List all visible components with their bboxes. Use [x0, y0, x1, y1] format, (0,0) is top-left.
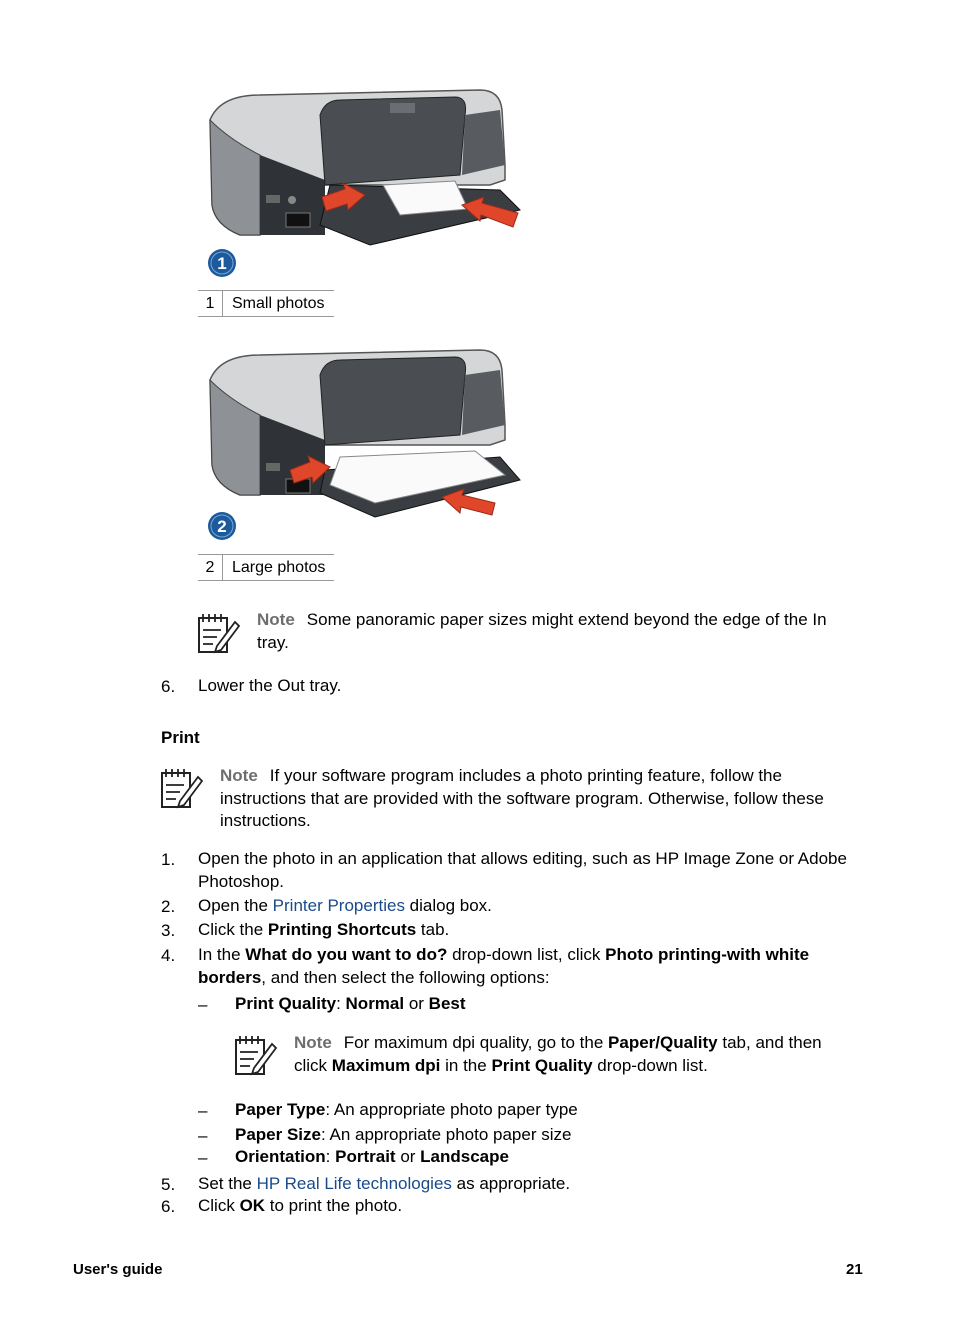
- numbered-circle-icon: [207, 248, 237, 278]
- text-run: Open the: [198, 896, 273, 915]
- bold-text: Paper Type: [235, 1100, 326, 1119]
- bold-text: Best: [428, 994, 466, 1013]
- text-run: tab, and then click: [294, 1033, 822, 1075]
- text-run: or: [395, 1147, 421, 1166]
- note-software-program: [220, 765, 845, 833]
- legend-label: Large photos: [232, 559, 326, 576]
- hp-real-life-link[interactable]: HP Real Life technologies: [256, 1174, 452, 1193]
- list-item-text: Lower the Out tray.: [198, 676, 342, 695]
- note-label: Note: [257, 610, 295, 629]
- text-run: :: [336, 994, 346, 1013]
- text-run: For maximum dpi quality, go to the: [343, 1033, 609, 1052]
- text-run: Click the: [198, 920, 268, 939]
- figure-legend-1: [198, 290, 334, 317]
- list-item-text: [198, 895, 492, 918]
- section-heading: Print: [161, 728, 200, 747]
- note-label: Note: [294, 1033, 332, 1052]
- bold-text: Maximum dpi: [331, 1055, 441, 1075]
- list-item-text: [198, 1195, 402, 1218]
- bold-text: Paper Size: [235, 1125, 321, 1144]
- callout-1-text: 1: [217, 254, 227, 273]
- list-number: 5.: [161, 1175, 176, 1194]
- text-run: , and then select the following options:: [261, 967, 550, 987]
- text-run: :: [325, 1147, 336, 1166]
- list-item-text: [198, 1173, 570, 1196]
- bold-text: Paper/Quality: [608, 1033, 718, 1052]
- bold-text: Orientation: [235, 1147, 326, 1166]
- printer-illustration-large-photos: [200, 345, 530, 520]
- list-item-text: [198, 944, 862, 989]
- callout-1: [207, 248, 237, 278]
- text-run: : An appropriate photo paper size: [321, 1125, 572, 1144]
- list-dash: –: [198, 1148, 208, 1167]
- note-text: If your software program includes a photo printing feature, follow the instructions that are provided with the software program. Otherwise, follow these instructions.: [220, 766, 824, 830]
- text-run: Set the: [198, 1174, 257, 1193]
- list-item-text: Open the photo in an application that allows editing, such as HP Image Zone or Adobe Photoshop.: [198, 849, 847, 891]
- list-number: 3.: [161, 921, 176, 940]
- text-run: Click: [198, 1196, 240, 1215]
- note-maximum-dpi: [294, 1032, 844, 1077]
- list-number: 4.: [161, 946, 176, 965]
- option-orientation: [235, 1146, 509, 1169]
- list-dash: –: [198, 1101, 208, 1120]
- bold-text: Print Quality: [235, 994, 337, 1013]
- text-run: to print the photo.: [265, 1196, 403, 1215]
- note-icon: [232, 1034, 278, 1078]
- legend-number: 1: [198, 291, 223, 316]
- text-run: tab.: [416, 920, 450, 939]
- legend-label: Small photos: [232, 295, 325, 312]
- note-icon: [195, 612, 241, 656]
- list-dash: –: [198, 995, 208, 1014]
- text-run: as appropriate.: [451, 1174, 571, 1193]
- printer-properties-link[interactable]: Printer Properties: [272, 896, 405, 915]
- text-run: dialog box.: [404, 896, 492, 915]
- list-number: 6.: [161, 677, 176, 696]
- footer-left: User's guide: [73, 1261, 163, 1278]
- list-item-text: [198, 919, 449, 942]
- list-number: 1.: [161, 850, 176, 869]
- text-run: drop-down list, click: [447, 945, 606, 964]
- figure-legend-2: [198, 554, 334, 581]
- text-run: In the: [198, 945, 246, 964]
- option-print-quality: [235, 993, 466, 1016]
- bold-text: Normal: [345, 994, 405, 1013]
- note-icon: [158, 767, 204, 811]
- list-dash: –: [198, 1126, 208, 1145]
- callout-2: [207, 511, 237, 541]
- option-paper-size: [235, 1124, 571, 1147]
- note-label: Note: [220, 766, 258, 785]
- note-panoramic: [257, 609, 857, 654]
- list-number: 6.: [161, 1197, 176, 1216]
- bold-text: Portrait: [335, 1147, 396, 1166]
- option-paper-type: [235, 1099, 578, 1122]
- text-run: : An appropriate photo paper type: [325, 1100, 578, 1119]
- numbered-circle-icon: [207, 511, 237, 541]
- bold-text: Print Quality: [491, 1055, 593, 1075]
- text-run: or: [404, 994, 429, 1013]
- text-run: in the: [440, 1055, 492, 1075]
- bold-text: Landscape: [420, 1147, 509, 1166]
- bold-text: Printing Shortcuts: [267, 920, 417, 939]
- printer-illustration-small-photos: [200, 85, 530, 255]
- bold-text: Photo printing-with white borders: [198, 945, 810, 987]
- text-run: drop-down list.: [592, 1055, 708, 1075]
- list-number: 2.: [161, 897, 176, 916]
- bold-text: What do you want to do?: [245, 945, 448, 964]
- page-number: 21: [846, 1261, 863, 1278]
- bold-text: OK: [239, 1196, 266, 1215]
- callout-2-text: 2: [217, 517, 227, 536]
- legend-number: 2: [198, 555, 223, 580]
- note-text: Some panoramic paper sizes might extend beyond the edge of the In tray.: [257, 610, 827, 652]
